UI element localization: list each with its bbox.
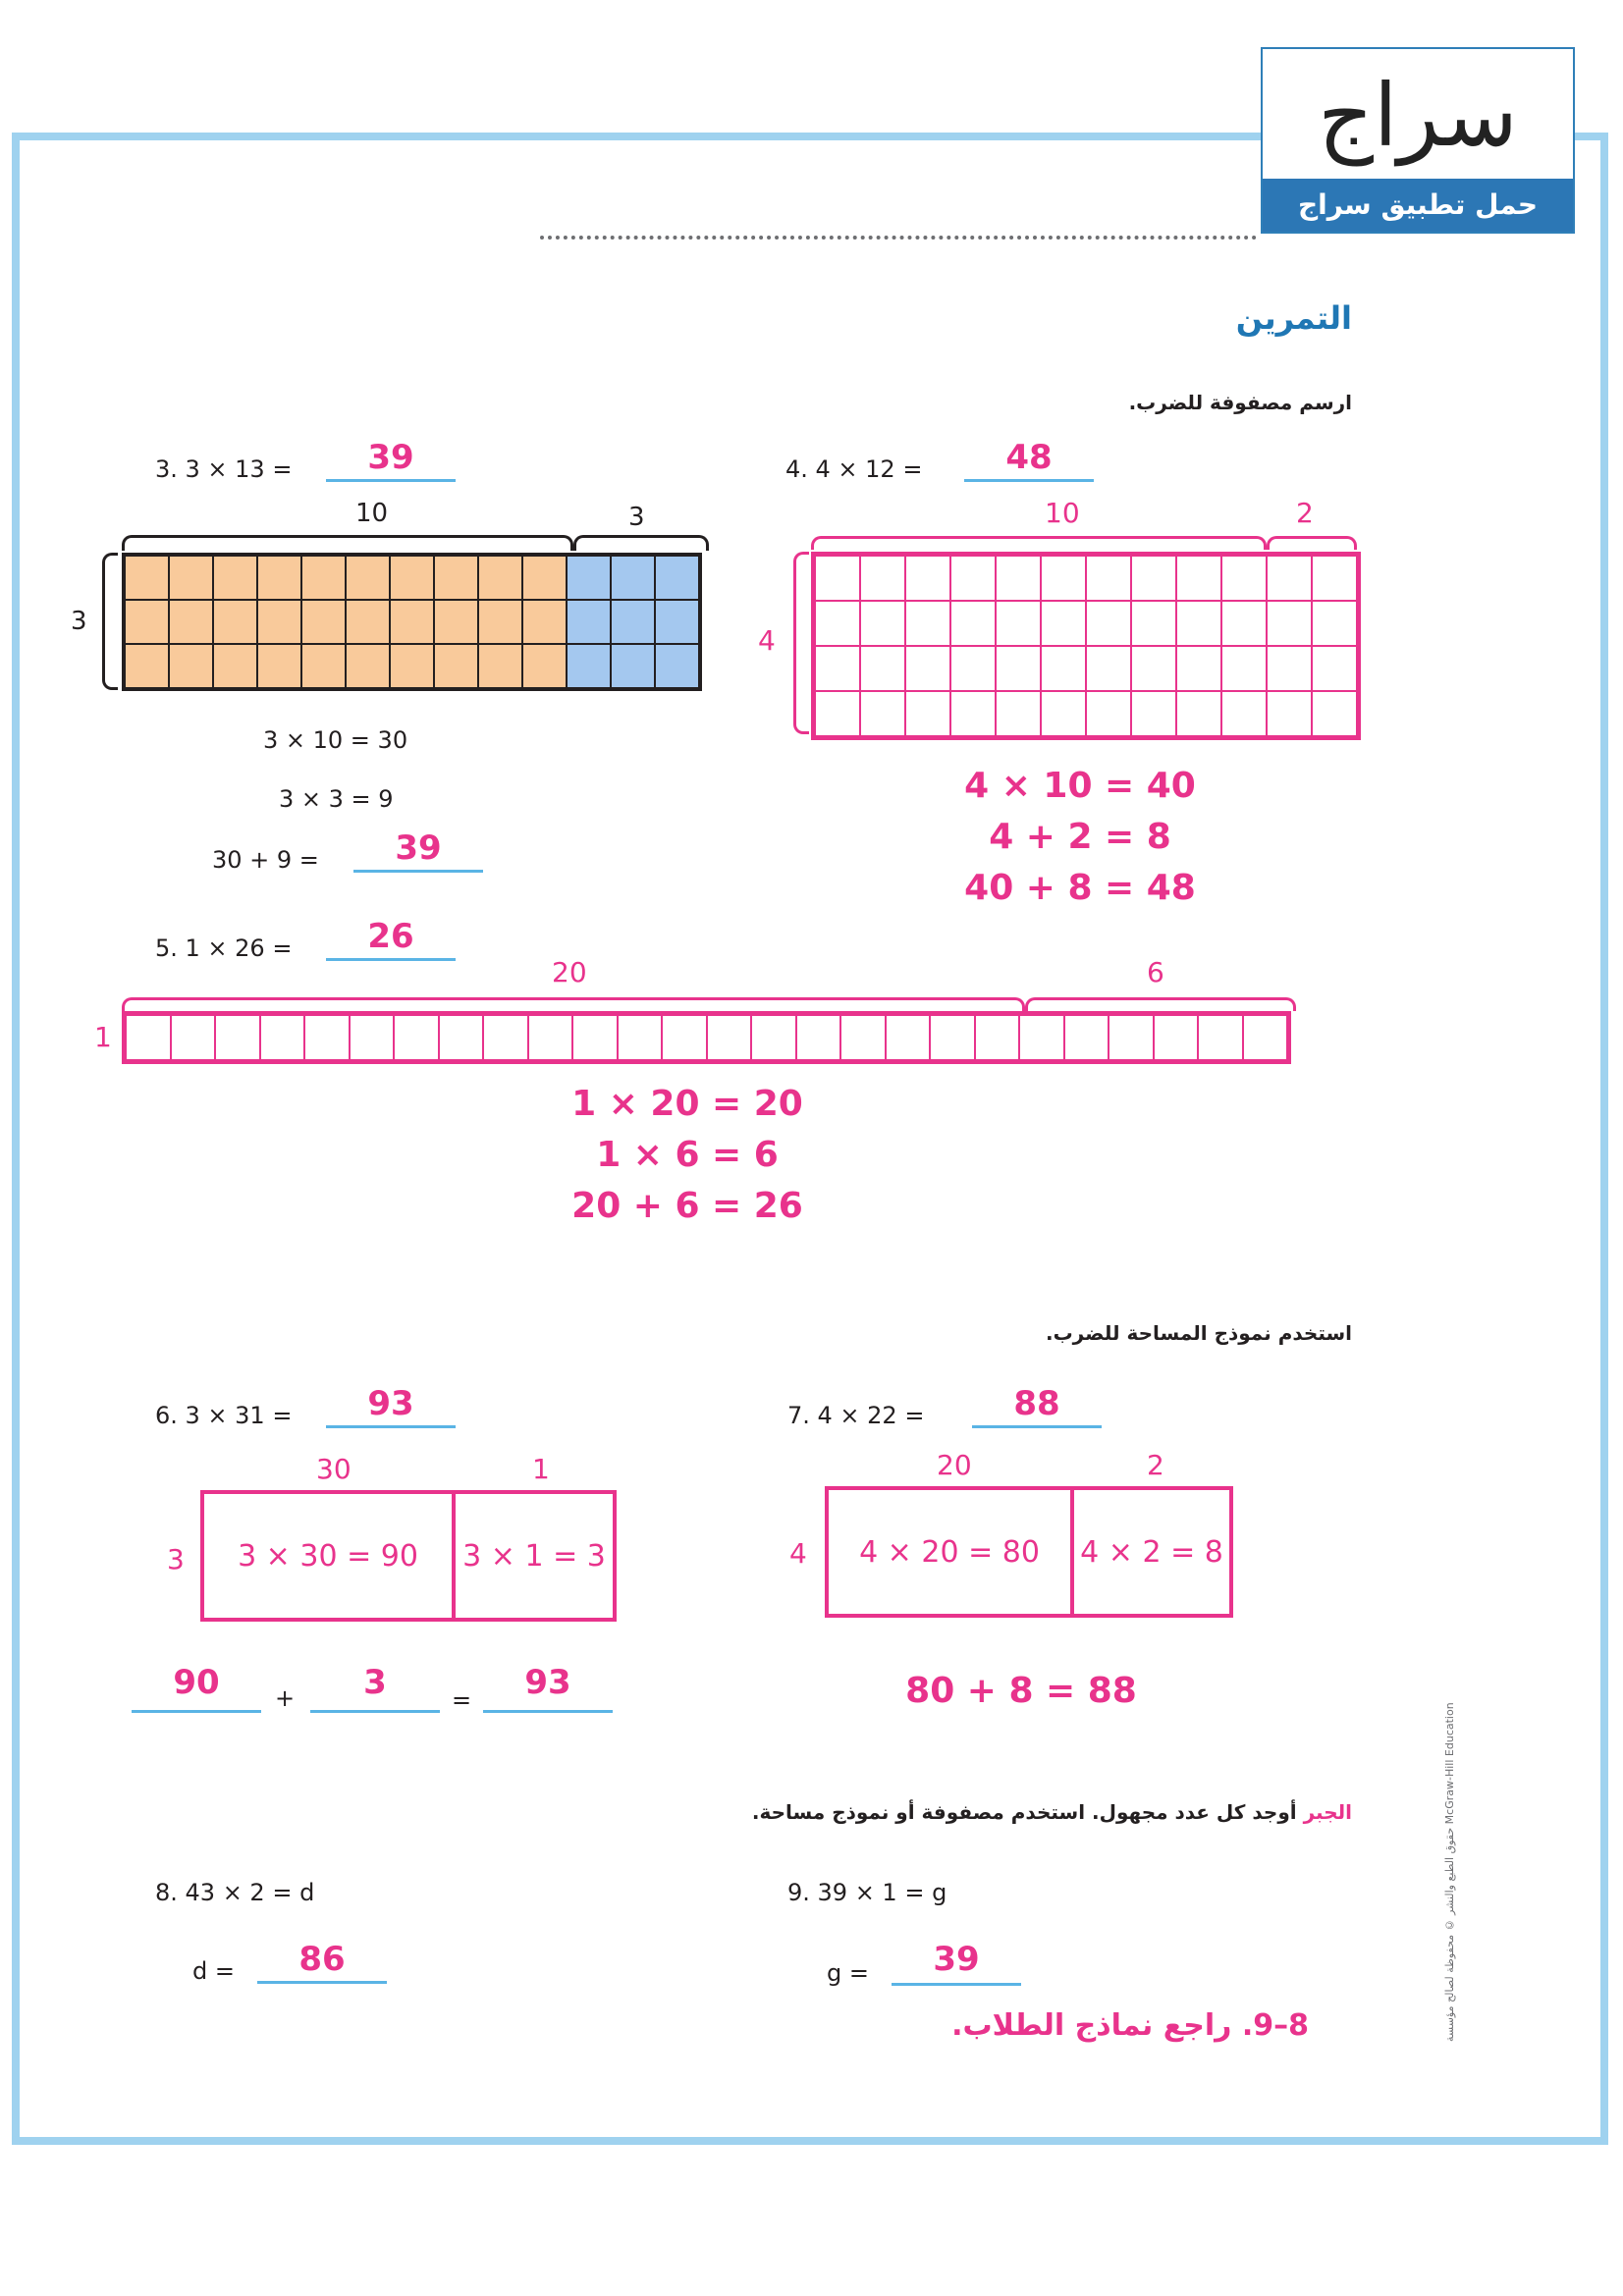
p4-array-grid — [811, 552, 1361, 740]
problem-9-answer: 39 — [933, 1940, 980, 1979]
p7-area-box-1: 4 × 20 = 80 — [825, 1486, 1074, 1618]
array-cell — [860, 556, 905, 601]
array-cell — [1267, 691, 1312, 736]
problem-7-question: 7. 4 × 22 = — [787, 1402, 925, 1429]
problem-3-question: 3. 3 × 13 = — [155, 455, 293, 483]
array-cell — [1312, 646, 1357, 691]
array-cell — [1267, 601, 1312, 646]
problem-5-answer: 26 — [367, 917, 414, 956]
array-cell — [655, 600, 699, 644]
array-cell — [1221, 601, 1267, 646]
problem-8-answer-line[interactable] — [257, 1981, 387, 1984]
p6-area-box-1: 3 × 30 = 90 — [200, 1490, 456, 1622]
array-cell — [840, 1015, 886, 1060]
array-cell — [1131, 601, 1176, 646]
array-cell — [611, 600, 655, 644]
array-cell — [522, 600, 567, 644]
array-cell — [905, 601, 950, 646]
array-cell — [815, 646, 860, 691]
p3-top-label-10: 10 — [355, 499, 389, 528]
array-cell — [950, 691, 996, 736]
array-cell — [171, 1015, 216, 1060]
problem-3-answer-line[interactable] — [326, 479, 456, 482]
array-cell — [390, 644, 434, 688]
array-cell — [1154, 1015, 1199, 1060]
p8-var-label: d = — [192, 1957, 235, 1985]
array-cell — [1086, 601, 1131, 646]
array-cell — [257, 600, 301, 644]
p4-work-2: 4 + 2 = 8 — [989, 817, 1171, 857]
array-cell — [1041, 646, 1086, 691]
array-cell — [1086, 691, 1131, 736]
array-cell — [260, 1015, 305, 1060]
array-cell — [215, 1015, 260, 1060]
p6-top-label-1: 1 — [532, 1453, 550, 1485]
array-cell — [572, 1015, 618, 1060]
array-cell — [996, 601, 1041, 646]
p3-sum-answer-line[interactable] — [353, 870, 483, 873]
array-cell — [1086, 646, 1131, 691]
p4-top-label-2: 2 — [1296, 497, 1314, 529]
problem-9-question: 9. 39 × 1 = g — [787, 1879, 947, 1906]
array-cell — [1312, 691, 1357, 736]
p5-top-label-20: 20 — [552, 956, 587, 988]
page-title: التمرين — [1235, 299, 1352, 337]
p4-brace-10 — [811, 536, 1267, 550]
array-cell — [350, 1015, 395, 1060]
p5-array-grid — [122, 1011, 1291, 1064]
array-cell — [522, 644, 567, 688]
p6-top-label-30: 30 — [316, 1453, 352, 1485]
array-cell — [169, 556, 213, 600]
array-cell — [394, 1015, 439, 1060]
array-cell — [1176, 691, 1221, 736]
p6-sum-b-line[interactable] — [310, 1710, 440, 1713]
array-cell — [125, 556, 169, 600]
array-cell — [1267, 646, 1312, 691]
p4-work-3: 40 + 8 = 48 — [964, 868, 1196, 908]
array-cell — [301, 600, 346, 644]
array-cell — [169, 644, 213, 688]
p6-area-box-2: 3 × 1 = 3 — [452, 1490, 617, 1622]
instruction-algebra — [752, 1800, 1352, 1824]
array-cell — [950, 646, 996, 691]
array-cell — [1221, 646, 1267, 691]
array-cell — [434, 556, 478, 600]
array-cell — [213, 600, 257, 644]
array-cell — [1312, 556, 1357, 601]
student-models-note: 8–9. راجع نماذج الطلاب. — [951, 2008, 1309, 2043]
array-cell — [1312, 601, 1357, 646]
array-cell — [213, 644, 257, 688]
logo — [1261, 47, 1575, 234]
array-cell — [567, 644, 611, 688]
p5-work-2: 1 × 6 = 6 — [596, 1135, 779, 1175]
p5-brace-20 — [122, 997, 1025, 1011]
logo-tagline: حمل تطبيق سراج — [1263, 179, 1573, 232]
array-cell — [815, 556, 860, 601]
problem-4-question: 4. 4 × 12 = — [785, 455, 923, 483]
array-cell — [950, 556, 996, 601]
array-cell — [996, 556, 1041, 601]
dotted-divider — [540, 236, 1257, 240]
p3-sum-answer: 39 — [395, 828, 442, 868]
p5-side-label: 1 — [94, 1021, 112, 1053]
p4-side-brace — [793, 552, 809, 734]
array-cell — [257, 644, 301, 688]
array-cell — [751, 1015, 796, 1060]
array-cell — [950, 601, 996, 646]
array-cell — [930, 1015, 975, 1060]
p5-work-3: 20 + 6 = 26 — [571, 1186, 803, 1226]
p4-side-label: 4 — [758, 624, 776, 657]
array-cell — [905, 646, 950, 691]
p3-array-grid — [122, 553, 702, 691]
array-cell — [1086, 556, 1131, 601]
problem-4-answer-line[interactable] — [964, 479, 1094, 482]
array-cell — [434, 644, 478, 688]
array-cell — [1221, 691, 1267, 736]
array-cell — [301, 644, 346, 688]
problem-6-question: 6. 3 × 31 = — [155, 1402, 293, 1429]
array-cell — [975, 1015, 1020, 1060]
array-cell — [905, 556, 950, 601]
p9-var-label: g = — [827, 1959, 869, 1987]
p6-sum-c-line[interactable] — [483, 1710, 613, 1713]
array-cell — [1064, 1015, 1109, 1060]
p6-side-label: 3 — [167, 1543, 185, 1575]
p5-top-label-6: 6 — [1147, 956, 1164, 988]
array-cell — [126, 1015, 171, 1060]
array-cell — [1131, 646, 1176, 691]
array-cell — [478, 556, 522, 600]
p6-sum-b: 3 — [363, 1663, 387, 1702]
array-cell — [567, 556, 611, 600]
p7-area-box-2: 4 × 2 = 8 — [1070, 1486, 1233, 1618]
array-cell — [169, 600, 213, 644]
p6-sum-a-line[interactable] — [132, 1710, 261, 1713]
array-cell — [346, 556, 390, 600]
p4-top-label-10: 10 — [1045, 497, 1080, 529]
array-cell — [346, 644, 390, 688]
array-cell — [304, 1015, 350, 1060]
array-cell — [1198, 1015, 1243, 1060]
array-cell — [1176, 646, 1221, 691]
array-cell — [662, 1015, 707, 1060]
p3-work-3: 30 + 9 = — [212, 846, 319, 874]
problem-5-answer-line[interactable] — [326, 958, 456, 961]
array-cell — [815, 691, 860, 736]
problem-6-answer-line[interactable] — [326, 1425, 456, 1428]
p3-brace-10 — [122, 535, 573, 551]
array-cell — [796, 1015, 841, 1060]
array-cell — [1019, 1015, 1064, 1060]
algebra-tag: الجبر — [1303, 1800, 1352, 1824]
problem-8-question: 8. 43 × 2 = d — [155, 1879, 315, 1906]
array-cell — [125, 644, 169, 688]
problem-4-answer: 48 — [1005, 438, 1053, 477]
array-cell — [996, 691, 1041, 736]
p6-sum-equals: = — [452, 1686, 472, 1714]
instruction-draw-array: ارسم مصفوفة للضرب. — [1128, 391, 1352, 414]
p4-brace-2 — [1267, 536, 1357, 550]
array-cell — [815, 601, 860, 646]
array-cell — [483, 1015, 528, 1060]
array-cell — [346, 600, 390, 644]
p3-side-label: 3 — [71, 607, 87, 636]
array-cell — [1109, 1015, 1154, 1060]
array-cell — [611, 644, 655, 688]
copyright-side-note: حقوق الطبع والنشر © محفوظة لصالح مؤسسة McGraw-Hill Education — [1443, 1702, 1456, 2042]
array-cell — [301, 556, 346, 600]
algebra-text: أوجد كل عدد مجهول. استخدم مصفوفة أو نموذج مساحة. — [751, 1800, 1297, 1824]
array-cell — [434, 600, 478, 644]
p5-brace-6 — [1025, 997, 1296, 1011]
array-cell — [522, 556, 567, 600]
array-cell — [1243, 1015, 1288, 1060]
array-cell — [528, 1015, 573, 1060]
array-cell — [655, 556, 699, 600]
array-cell — [1267, 556, 1312, 601]
p6-sum-plus: + — [275, 1684, 296, 1712]
array-cell — [860, 601, 905, 646]
array-cell — [611, 556, 655, 600]
array-cell — [439, 1015, 484, 1060]
array-cell — [618, 1015, 663, 1060]
p3-top-label-3: 3 — [628, 503, 645, 532]
p3-side-brace — [102, 553, 118, 690]
p7-side-label: 4 — [789, 1537, 807, 1570]
array-cell — [996, 646, 1041, 691]
problem-7-answer: 88 — [1013, 1384, 1060, 1423]
array-cell — [1176, 556, 1221, 601]
p7-top-label-2: 2 — [1147, 1449, 1164, 1481]
problem-5-question: 5. 1 × 26 = — [155, 934, 293, 962]
array-cell — [567, 600, 611, 644]
array-cell — [478, 600, 522, 644]
problem-8-answer: 86 — [298, 1940, 346, 1979]
p5-work-1: 1 × 20 = 20 — [571, 1084, 803, 1124]
array-cell — [1041, 556, 1086, 601]
p4-work-1: 4 × 10 = 40 — [964, 766, 1196, 806]
array-cell — [655, 644, 699, 688]
array-cell — [1131, 691, 1176, 736]
p7-sum-line: 80 + 8 = 88 — [905, 1671, 1137, 1711]
problem-3-answer: 39 — [367, 438, 414, 477]
array-cell — [478, 644, 522, 688]
array-cell — [390, 600, 434, 644]
array-cell — [1131, 556, 1176, 601]
problem-6-answer: 93 — [367, 1384, 414, 1423]
p7-top-label-20: 20 — [937, 1449, 972, 1481]
array-cell — [213, 556, 257, 600]
array-cell — [860, 691, 905, 736]
problem-9-answer-line[interactable] — [892, 1983, 1021, 1986]
array-cell — [886, 1015, 931, 1060]
array-cell — [707, 1015, 752, 1060]
array-cell — [1221, 556, 1267, 601]
p3-work-2: 3 × 3 = 9 — [279, 785, 394, 813]
array-cell — [125, 600, 169, 644]
array-cell — [1176, 601, 1221, 646]
array-cell — [860, 646, 905, 691]
p3-work-1: 3 × 10 = 30 — [263, 726, 408, 754]
array-cell — [390, 556, 434, 600]
instruction-area-model: استخدم نموذج المساحة للضرب. — [1045, 1321, 1352, 1345]
logo-title: سراج — [1318, 65, 1518, 166]
array-cell — [257, 556, 301, 600]
p6-sum-a: 90 — [173, 1663, 220, 1702]
p3-brace-3 — [573, 535, 709, 551]
array-cell — [1041, 601, 1086, 646]
p6-sum-c: 93 — [524, 1663, 571, 1702]
array-cell — [905, 691, 950, 736]
problem-7-answer-line[interactable] — [972, 1425, 1102, 1428]
array-cell — [1041, 691, 1086, 736]
